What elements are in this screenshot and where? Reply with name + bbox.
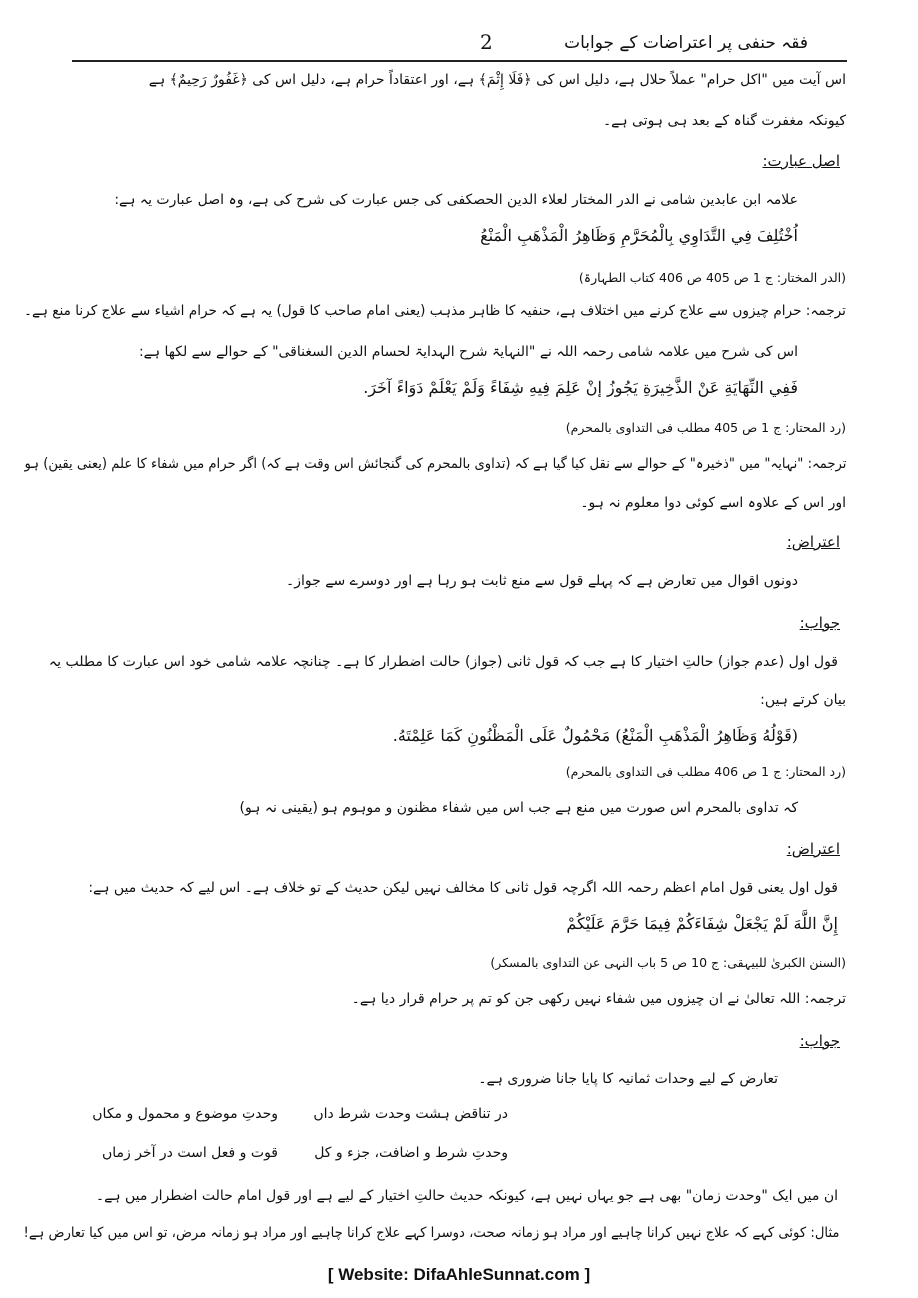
section-heading: اصل عبارت: <box>762 152 840 170</box>
running-title: فقہ حنفی پر اعتراضات کے جوابات <box>564 33 808 53</box>
body-line: دونوں اقوال میں تعارض ہے کہ پہلے قول سے منع ثابت ہو رہا ہے اور دوسرے سے جواز۔ <box>286 573 798 589</box>
page-number: 2 <box>480 30 493 54</box>
body-line: اس آیت میں "اکل حرام" عملاً حلال ہے، دلیل اس کی ﴿فَلَا إِثْمَ﴾ ہے، اور اعتقاداً حرام ہے، دلیل اس کی ﴿غَفُورٌ رَحِيمٌ﴾ ہے <box>148 72 846 88</box>
translation: ترجمہ: اللہ تعالیٰ نے ان چیزوں میں شفاء نہیں رکھی جن کو تم پر حرام قرار دیا ہے۔ <box>351 991 846 1007</box>
verse-line: قوت و فعل است در آخر زماں <box>101 1145 278 1161</box>
arabic-text: إِنَّ اللَّهَ لَمْ يَجْعَلْ شِفَاءَكُمْ فِيمَا حَرَّمَ عَلَيْكُمْ <box>566 914 838 933</box>
body-line: قول اول (عدم جواز) حالتِ اختیار کا ہے جب کہ قول ثانی (جواز) حالت اضطرار کا ہے۔ چنانچہ علامہ شامی خود اس عبارت کا مطلب یہ <box>48 654 838 670</box>
website-footer: [ Website: DifaAhleSunnat.com ] <box>327 1265 591 1284</box>
page-header <box>70 28 848 58</box>
reference: (الدر المختار: ج 1 ص 405 ص 406 کتاب الطہارۃ) <box>578 270 846 285</box>
header-rule <box>72 60 847 62</box>
section-heading: اعتراض: <box>786 840 840 858</box>
arabic-text: فَفِي النِّهَايَةِ عَنْ الذَّخِيرَةِ يَجُوزُ إنْ عَلِمَ فِيهِ شِفَاءً وَلَمْ يَعْلَمْ دَوَاءً آخَرَ. <box>363 378 798 397</box>
section-heading: جواب: <box>799 614 840 632</box>
body-line: کیونکہ مغفرت گناہ کے بعد ہی ہوتی ہے۔ <box>602 113 846 129</box>
reference: (رد المحتار: ج 1 ص 405 مطلب فی التداوی بالمحرم) <box>565 420 846 435</box>
verse-line: وحدتِ شرط و اضافت، جزء و کل <box>314 1145 508 1161</box>
body-line: کہ تداوی بالمحرم اس صورت میں منع ہے جب اس میں شفاء مظنون و موہوم ہو (یقینی نہ ہو) <box>239 800 798 816</box>
body-line: اس کی شرح میں علامہ شامی رحمہ اللہ نے "النہایۃ شرح الہدایۃ لحسام الدین السغناقی" کے حوالے سے لکھا ہے: <box>138 344 798 360</box>
verse-line: وحدتِ موضوع و محمول و مکاں <box>92 1106 278 1122</box>
reference: (السنن الکبریٰ للبیہقی: ج 10 ص 5 باب النہی عن التداوی بالمسکر) <box>490 955 846 970</box>
example-line: مثال: کوئی کہے کہ علاج نہیں کرانا چاہیے اور مراد ہو زمانہ صحت، دوسرا کہے علاج کرانا چاہیے اور مراد ہو زمانہ مرض، تو اس میں کیا تعارض ہے! <box>24 1225 840 1241</box>
body-line: تعارض کے لیے وحدات ثمانیہ کا پایا جانا ضروری ہے۔ <box>478 1071 778 1087</box>
arabic-text: اُخْتُلِفَ فِي التَّدَاوِي بِالْمُحَرَّمِ وَظَاهِرُ الْمَذْهَبِ الْمَنْعُ <box>480 226 798 245</box>
body-line: اور اس کے علاوہ اسے کوئی دوا معلوم نہ ہو۔ <box>580 495 846 511</box>
body-line: ان میں ایک "وحدت زمان" بھی ہے جو یہاں نہیں ہے، کیونکہ حدیث حالتِ اختیار کے لیے ہے اور قول امام حالت اضطرار میں ہے۔ <box>95 1188 838 1204</box>
translation: ترجمہ: "نہایہ" میں "ذخیرہ" کے حوالے سے نقل کیا گیا ہے کہ (تداوی بالمحرم کی گنجائش اس وقت ہے کہ) اگر حرام میں شفاء کا علم (یعنی یقین) ہو <box>24 456 846 472</box>
translation: ترجمہ: حرام چیزوں سے علاج کرنے میں اختلاف ہے، حنفیہ کا ظاہر مذہب (یعنی امام صاحب کا قول) یہ ہے کہ حرام اشیاء سے علاج کرنا منع ہے۔ <box>24 303 846 319</box>
section-heading: جواب: <box>799 1032 840 1050</box>
verse-line: در تناقض ہشت وحدت شرط داں <box>313 1106 508 1122</box>
body-line: علامہ ابن عابدین شامی نے الدر المختار لعلاء الدین الحصکفی کی جس عبارت کی شرح کی ہے، وہ اصل عبارت یہ ہے: <box>114 192 798 208</box>
body-line: قول اول یعنی قول امام اعظم رحمہ اللہ اگرچہ قول ثانی کا مخالف نہیں لیکن حدیث کے تو خلاف ہے۔ اس لیے کہ حدیث میں ہے: <box>88 880 838 896</box>
arabic-text: (قَوْلُهُ وَظَاهِرُ الْمَذْهَبِ الْمَنْعُ) مَحْمُولٌ عَلَى الْمَظْنُونِ كَمَا عَلِمْتَهُ. <box>392 726 798 745</box>
reference: (رد المحتار: ج 1 ص 406 مطلب فی التداوی بالمحرم) <box>565 764 846 779</box>
body-line: بیان کرتے ہیں: <box>760 692 846 708</box>
section-heading: اعتراض: <box>786 533 840 551</box>
